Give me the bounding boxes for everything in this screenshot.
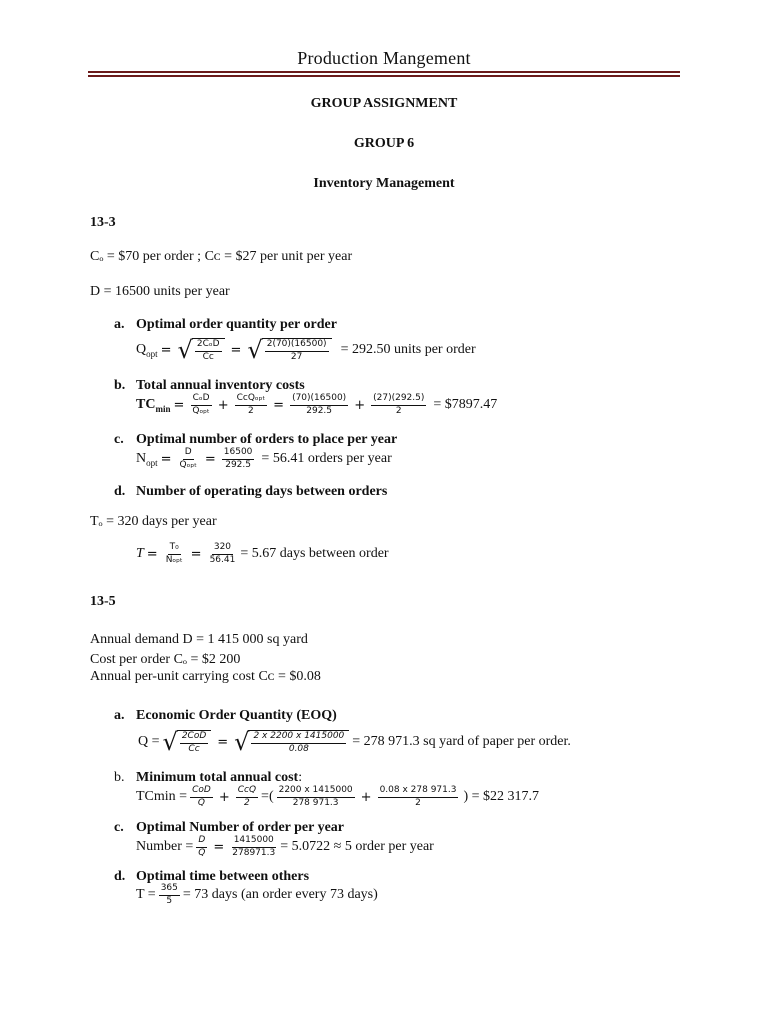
given-operating-days: Tₒ = 320 days per year: [90, 514, 217, 529]
item-label: Optimal number of orders to place per year: [136, 432, 398, 447]
given-annual-demand: Annual demand D = 1 415 000 sq yard: [90, 632, 308, 647]
item-marker: c.: [114, 432, 124, 447]
item-b-heading: b. Minimum total annual cost:: [114, 770, 303, 785]
fraction: $\frac{\text{T₀}}{\text{Nₒₚₜ}}$: [165, 542, 183, 565]
fraction: $\frac{16500}{292.5}$: [223, 447, 253, 470]
fraction: $\frac{\text{CoD}}{Q}$: [192, 785, 211, 808]
formula-result: = 56.41 orders per year: [261, 451, 392, 467]
item-marker: a.: [114, 317, 125, 332]
formula-t: T = $\frac{\text{T₀}}{\text{Nₒₚₜ}}$ = $\frac{320}{56.41}$ = 5.67 days between order: [136, 542, 389, 565]
formula-lhs: $N_{opt}$: [136, 450, 158, 468]
formula-number: Number = $\frac{D}{Q}$ = $\frac{1415000}{278971.3}$ = 5.0722 ≈ 5 order per year: [136, 835, 434, 858]
item-marker: c.: [114, 820, 124, 835]
formula-eoq: Q = √ $\frac{\text{2CoD}}{Cc}$ = √ $\frac{2 x 2200 x 1415000}{0.08}$ = 278 971.3 sq yard of paper per order.: [138, 728, 571, 756]
formula-result: = 278 971.3 sq yard of paper per order.: [352, 734, 571, 750]
formula-lhs: Q =: [138, 734, 160, 750]
fraction: $\frac{1415000}{278971.3}$: [232, 835, 276, 858]
item-c-heading: [114, 432, 397, 448]
given-carrying-cost: Annual per-unit carrying cost Cᴄ = $0.08: [90, 669, 321, 684]
item-label: Optimal order quantity per order: [136, 317, 337, 332]
formula-lhs: T =: [136, 887, 156, 903]
fraction: $\frac{0.08 x 278 971.3}{2}$: [379, 785, 457, 808]
formula-tc-min: $TC_{min}$ = $\frac{\text{CₒD}}{\text{Qₒₚₜ}}$ + $\frac{\text{CᴄQₒₚₜ}}{2}$ = $\frac{(70)(16500)}{292.5}$ + $\frac{(27)(292.5)}{2}$ = $7897.47: [136, 393, 498, 416]
fraction: $\frac{\text{CₒD}}{\text{Qₒₚₜ}}$: [192, 393, 210, 416]
given-demand: D = 16500 units per year: [90, 284, 230, 299]
topic-title: Inventory Management: [313, 176, 455, 191]
fraction: $\frac{\text{CᴄQₒₚₜ}}{2}$: [236, 393, 266, 416]
item-c-heading: [114, 820, 344, 836]
formula-lhs: $Q_{opt}$: [136, 341, 158, 359]
formula-n-opt: $N_{opt}$ = $\frac{D}{\text{Qₒₚₜ}}$ = $\frac{16500}{292.5}$ = 56.41 orders per year: [136, 447, 392, 470]
item-label: Economic Order Quantity (EOQ): [136, 708, 337, 723]
given-costs: Cₒ = $70 per order ; Cᴄ = $27 per unit per year: [90, 249, 353, 264]
header-rule-top: [88, 71, 680, 73]
item-label: Minimum total annual cost: [136, 770, 299, 785]
formula-result: = 5.67 days between order: [240, 546, 389, 562]
item-marker: d.: [114, 484, 126, 499]
formula-time: [136, 884, 378, 907]
fraction: $\frac{2(70)(16500)}{27}$: [266, 339, 327, 362]
item-d-heading: [114, 869, 309, 885]
group-title: GROUP 6: [353, 136, 415, 151]
formula-result: = 73 days (an order every 73 days): [182, 887, 378, 903]
formula-result: = 292.50 units per order: [340, 342, 476, 358]
sqrt-symbol: √ $\frac{\text{2CₒD}}{\text{Cᴄ}}$: [178, 338, 225, 363]
fraction: $\frac{2200 x 1415000}{278 971.3}$: [278, 785, 353, 808]
fraction: $\frac{320}{56.41}$: [209, 542, 236, 565]
item-a-heading: [114, 317, 337, 333]
fraction: $\frac{2 x 2200 x 1415000}{0.08}$: [253, 731, 345, 754]
item-label: Number of operating days between orders: [136, 484, 388, 499]
fraction: $\frac{D}{Q}$: [198, 835, 206, 858]
sqrt-symbol: √ $\frac{2(70)(16500)}{27}$: [247, 338, 331, 363]
item-marker: a.: [114, 708, 125, 723]
fraction: $\frac{(27)(292.5)}{2}$: [373, 393, 425, 416]
fraction: $\frac{365}{5}$: [160, 883, 178, 906]
fraction: $\frac{D}{\text{Qₒₚₜ}}$: [179, 447, 197, 470]
formula-result: = $7897.47: [433, 397, 498, 413]
formula-lhs: $TC_{min}$: [136, 396, 171, 414]
fraction: $\frac{(70)(16500)}{292.5}$: [292, 393, 347, 416]
formula-result: = 5.0722 ≈ 5 order per year: [280, 839, 434, 855]
formula-tc-min-135: TCmin = $\frac{\text{CoD}}{Q}$ + $\frac{\text{CcQ}}{2}$ =( $\frac{2200 x 1415000}{278 971.3}$ + $\frac{0.08 x 278 971.3}{2}$ ) = $22 317.7: [136, 785, 540, 808]
formula-lhs: T: [136, 546, 144, 562]
item-marker: b.: [114, 770, 125, 785]
fraction: $\frac{\text{2CoD}}{Cc}$: [181, 731, 207, 754]
item-d-heading: [114, 484, 387, 500]
section-heading-13-3: 13-3: [90, 215, 116, 230]
item-a-heading: [114, 708, 337, 724]
page-header-title: Production Mangement: [297, 48, 471, 68]
given-cost-per-order: Cost per order Cₒ = $2 200: [90, 652, 241, 667]
header-rule-bottom: [88, 75, 680, 77]
item-marker: d.: [114, 869, 126, 884]
item-label: Total annual inventory costs: [136, 378, 305, 393]
formula-lhs: TCmin =: [136, 789, 188, 805]
item-label: Optimal time between others: [136, 869, 310, 884]
formula-lhs: Number =: [136, 839, 194, 855]
fraction: $\frac{\text{2CₒD}}{\text{Cᴄ}}$: [196, 339, 220, 362]
section-heading-13-5: 13-5: [90, 594, 116, 609]
assignment-title: GROUP ASSIGNMENT: [310, 96, 458, 111]
item-b-heading: [114, 378, 305, 394]
formula-result: ) = $22 317.7: [463, 789, 540, 805]
item-label: Optimal Number of order per year: [136, 820, 345, 835]
sqrt-symbol: √ $\frac{2 x 2200 x 1415000}{0.08}$: [234, 730, 349, 755]
item-marker: b.: [114, 378, 126, 393]
formula-q-opt: $Q_{opt}$ = √ $\frac{\text{2CₒD}}{\text{Cᴄ}}$ = √ $\frac{2(70)(16500)}{27}$ = 292.50 units per order: [136, 336, 476, 364]
fraction: $\frac{\text{CcQ}}{2}$: [237, 785, 257, 808]
sqrt-symbol: √ $\frac{\text{2CoD}}{Cc}$: [163, 730, 212, 755]
